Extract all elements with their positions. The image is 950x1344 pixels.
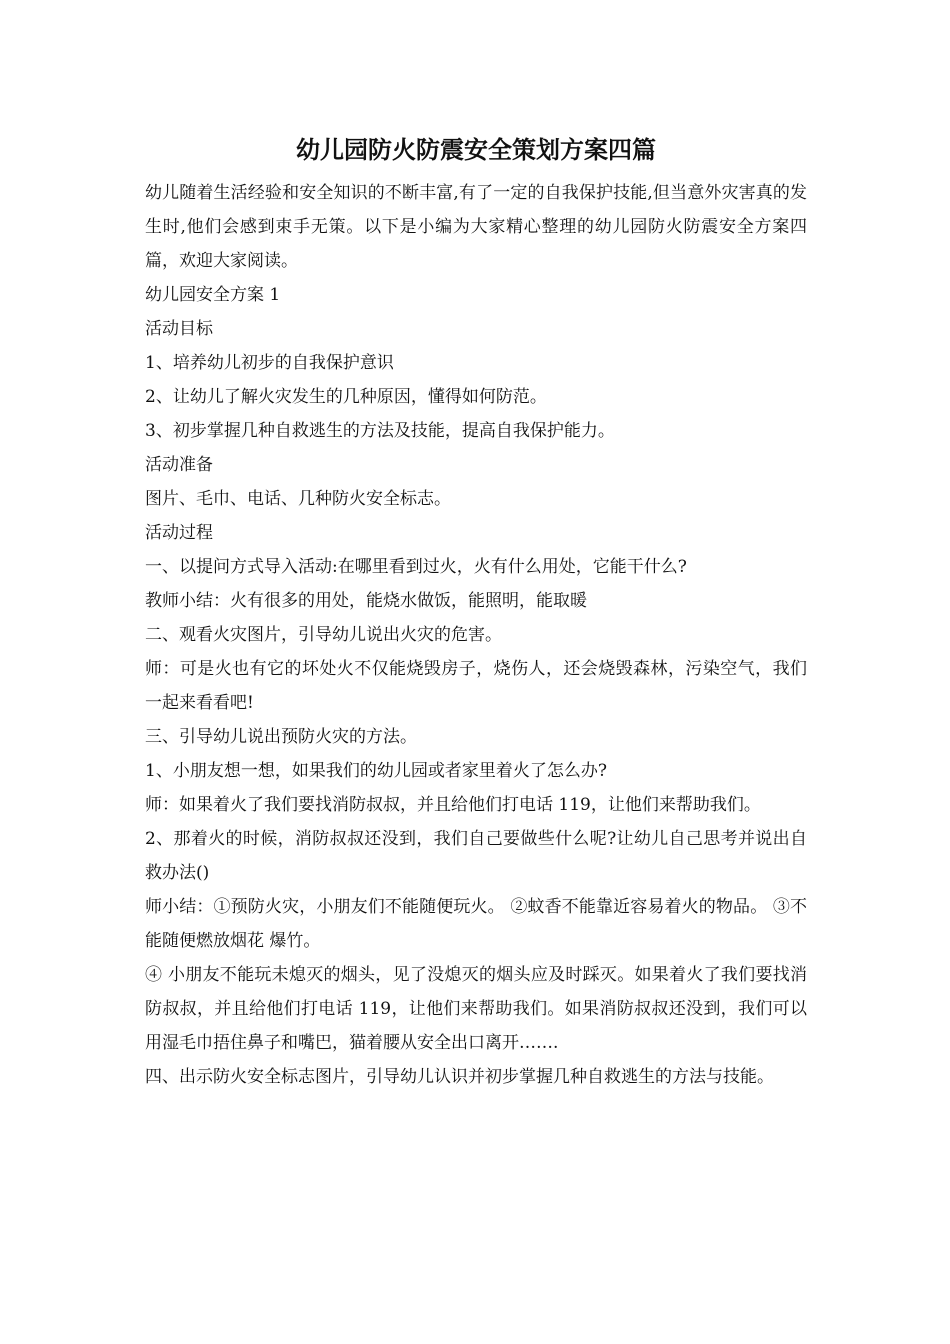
section-heading-plan-1: 幼儿园安全方案 1 [145,285,281,305]
document-page [145,128,807,1094]
heading-activity-process: 活动过程 [145,523,213,543]
goal-item-1: 1、培养幼儿初步的自我保护意识 [145,353,394,373]
question-2: 2、那着火的时候，消防叔叔还没到，我们自己要做些什么呢?让幼儿自己思考并说出自救办法() [145,829,807,883]
question-1: 1、小朋友想一想，如果我们的幼儿园或者家里着火了怎么办? [145,761,607,781]
process-step-2: 二、观看火灾图片，引导幼儿说出火灾的危害。 [145,625,502,645]
teacher-summary-2: 师小结：①预防火灾，小朋友们不能随便玩火。 ②蚊香不能靠近容易着火的物品。 ③不能随便燃放烟花 爆竹。 [145,897,807,951]
goal-item-2: 2、让幼儿了解火灾发生的几种原因，懂得如何防范。 [145,387,547,407]
teacher-summary-1: 教师小结：火有很多的用处，能烧水做饭，能照明，能取暖 [145,591,587,611]
preparation-text: 图片、毛巾、电话、几种防火安全标志。 [145,489,451,509]
teacher-remark-1: 师：可是火也有它的坏处火不仅能烧毁房子，烧伤人，还会烧毁森林，污染空气，我们一起来看看吧! [145,659,807,713]
document-title: 幼儿园防火防震安全策划方案四篇 [296,135,656,164]
process-step-1: 一、以提问方式导入活动:在哪里看到过火，火有什么用处，它能干什么? [145,557,687,577]
process-step-3: 三、引导幼儿说出预防火灾的方法。 [145,727,417,747]
goal-item-3: 3、初步掌握几种自救逃生的方法及技能，提高自我保护能力。 [145,421,615,441]
intro-paragraph: 幼儿随着生活经验和安全知识的不断丰富,有了一定的自我保护技能,但当意外灾害真的发生时,他们会感到束手无策。以下是小编为大家精心整理的幼儿园防火防震安全方案四篇，欢迎大家阅读。 [145,183,807,271]
teacher-summary-3: ④ 小朋友不能玩未熄灭的烟头，见了没熄灭的烟头应及时踩灭。如果着火了我们要找消防叔叔，并且给他们打电话 119，让他们来帮助我们。如果消防叔叔还没到，我们可以用湿毛巾捂住鼻子和嘴巴，猫着腰从安全出口离开……. [145,965,807,1053]
process-step-4: 四、出示防火安全标志图片，引导幼儿认识并初步掌握几种自救逃生的方法与技能。 [145,1067,774,1087]
heading-activity-preparation: 活动准备 [145,455,213,475]
teacher-remark-2: 师：如果着火了我们要找消防叔叔，并且给他们打电话 119，让他们来帮助我们。 [145,795,761,815]
heading-activity-goals: 活动目标 [145,319,213,339]
